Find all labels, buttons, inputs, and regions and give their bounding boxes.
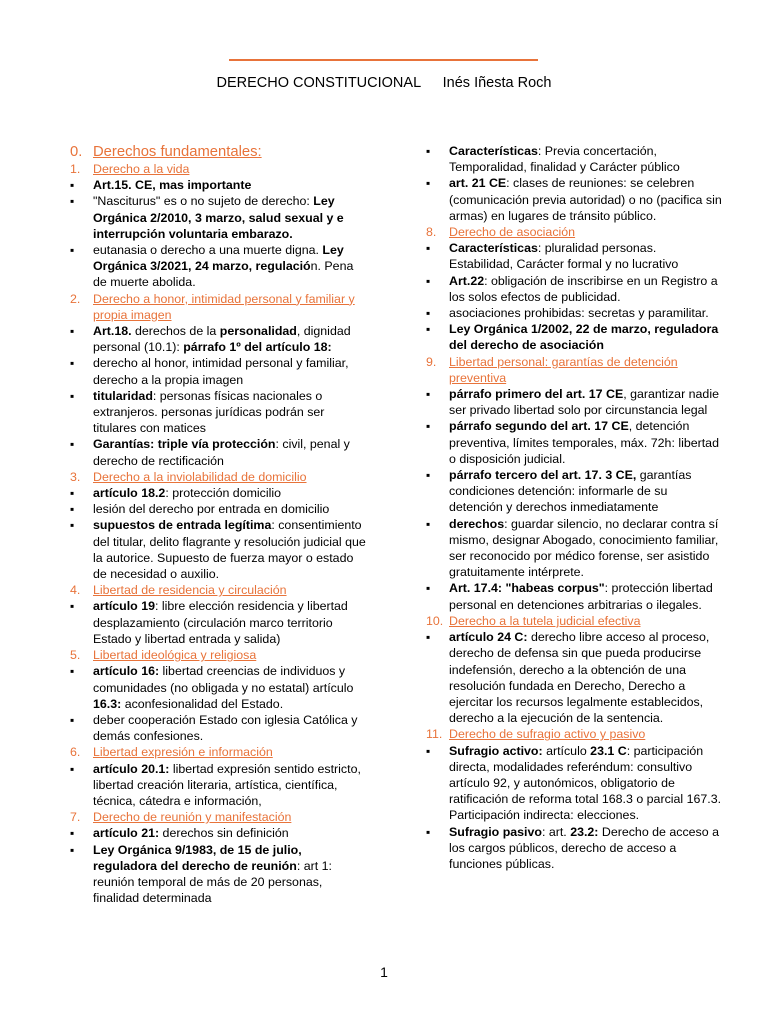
section-number: 7. bbox=[70, 810, 81, 825]
bullet-item: ▪ Art.22: obligación de inscribirse en un Registro a los solos efectos de publicidad. bbox=[426, 273, 722, 305]
header-rule bbox=[229, 59, 538, 61]
bullet-item: ▪ Características: pluralidad personas. Estabilidad, Carácter formal y no lucrativo bbox=[426, 240, 722, 272]
section-title: Derecho de reunión y manifestación bbox=[93, 810, 292, 825]
section-title: Libertad personal: garantías de detención preventiva bbox=[449, 354, 678, 385]
bullet-item: ▪ asociaciones prohibidas: secretas y paramilitar. bbox=[426, 305, 722, 321]
page-number: 1 bbox=[380, 964, 388, 980]
bullet-item: ▪ titularidad: personas físicas nacionales o extranjeros. personas jurídicas podrán ser titulares con matices bbox=[70, 388, 366, 437]
bullet-item: ▪ artículo 24 C: derecho libre acceso al proceso, derecho de defensa sin que pueda producirse indefensión, derecho a la obtención de una resolución fundada en Derecho, Derecho a ejercitar los recursos legalmente establecidos, derecho a la ejecución de la sentencia. bbox=[426, 629, 722, 726]
bullet-item: ▪ párrafo tercero del art. 17. 3 CE, garantías condiciones detención: informarle de su detención y derechos inmediatamente bbox=[426, 467, 722, 516]
bullet-item: ▪ supuestos de entrada legítima: consentimiento del titular, delito flagrante y resolución judicial que la autorice. Supuesto de fuerza mayor o estado de necesidad o auxilio. bbox=[70, 517, 366, 582]
bullet-item: ▪ Ley Orgánica 9/1983, de 15 de julio, reguladora del derecho de reunión: art 1: reunión temporal de más de 20 personas, finalidad determinada bbox=[70, 842, 366, 907]
section-title: Derechos fundamentales: bbox=[93, 144, 262, 160]
section-title: Derecho a honor, intimidad personal y familiar y propia imagen bbox=[93, 291, 355, 322]
section-number: 0. bbox=[70, 144, 83, 160]
section-number: 8. bbox=[426, 225, 437, 240]
bullet-item: ▪ "Nasciturus" es o no sujeto de derecho: Ley Orgánica 2/2010, 3 marzo, salud sexual y e interrupción voluntaria embarazo. bbox=[70, 193, 366, 242]
section-heading bbox=[426, 224, 722, 240]
section-heading bbox=[70, 469, 366, 485]
section-title: Libertad expresión e información bbox=[93, 745, 273, 760]
bullet-item: ▪ Art.15. CE, mas importante bbox=[70, 177, 366, 193]
bullet-item: ▪ artículo 21: derechos sin definición bbox=[70, 825, 366, 841]
page-header bbox=[0, 75, 768, 91]
bullet-item: ▪ Sufragio activo: artículo 23.1 C: participación directa, modalidades referéndum: consultivo artículo 92, y autonómicos, obligatorio de ratificación de reforma total 168.3 o parcial 167.3. Participación indirecta: elecciones. bbox=[426, 743, 722, 824]
bullet-item: ▪ Sufragio pasivo: art. 23.2: Derecho de acceso a los cargos públicos, derecho de acceso a funciones públicas. bbox=[426, 824, 722, 873]
bullet-item: ▪ artículo 20.1: libertad expresión sentido estricto, libertad creación literaria, artística, científica, técnica, cátedra e información, bbox=[70, 761, 366, 810]
section-heading bbox=[70, 582, 366, 598]
bullet-item: ▪ deber cooperación Estado con iglesia Católica y demás confesiones. bbox=[70, 712, 366, 744]
bullet-item: ▪ Garantías: triple vía protección: civil, penal y derecho de rectificación bbox=[70, 436, 366, 468]
section-heading bbox=[70, 809, 366, 825]
section-heading bbox=[426, 613, 722, 629]
bullet-item: ▪ artículo 18.2: protección domicilio bbox=[70, 485, 366, 501]
section-heading bbox=[70, 143, 366, 161]
section-number: 3. bbox=[70, 469, 81, 484]
section-title: Derecho a la vida bbox=[93, 162, 190, 176]
section-number: 1. bbox=[70, 162, 81, 176]
section-number: 9. bbox=[426, 354, 437, 369]
bullet-item: ▪ derecho al honor, intimidad personal y familiar, derecho a la propia imagen bbox=[70, 355, 366, 387]
bullet-item: ▪ Ley Orgánica 1/2002, 22 de marzo, reguladora del derecho de asociación bbox=[426, 321, 722, 353]
section-number: 10. bbox=[426, 613, 444, 628]
bullet-item: ▪ artículo 16: libertad creencias de individuos y comunidades (no obligada y no estatal) artículo 16.3: aconfesionalidad del Estado. bbox=[70, 663, 366, 712]
section-heading bbox=[70, 744, 366, 760]
section-number: 4. bbox=[70, 583, 81, 598]
right-column bbox=[426, 143, 722, 872]
section-number: 2. bbox=[70, 291, 81, 306]
section-heading bbox=[70, 161, 366, 177]
bullet-item: ▪ artículo 19: libre elección residencia y libertad desplazamiento (circulación marco territorio Estado y libertad entrada y salida) bbox=[70, 598, 366, 647]
bullet-item: ▪ párrafo primero del art. 17 CE, garantizar nadie ser privado libertad solo por circunstancia legal bbox=[426, 386, 722, 418]
section-title: Libertad de residencia y circulación bbox=[93, 583, 287, 598]
section-heading bbox=[426, 726, 722, 742]
section-title: Derecho a la tutela judicial efectiva bbox=[449, 613, 641, 628]
bullet-item: ▪ derechos: guardar silencio, no declarar contra sí mismo, designar Abogado, conocimiento familiar, ser reconocido por médico forense, ser asistido gratuitamente intérprete. bbox=[426, 516, 722, 581]
section-title: Derecho a la inviolabilidad de domicilio bbox=[93, 469, 307, 484]
bullet-item: ▪ art. 21 CE: clases de reuniones: se celebren (comunicación previa autoridad) o no (pacifica sin armas) en lugares de tránsito público. bbox=[426, 175, 722, 224]
section-number: 5. bbox=[70, 648, 81, 663]
section-number: 6. bbox=[70, 745, 81, 760]
left-column bbox=[70, 143, 366, 906]
section-heading bbox=[70, 647, 366, 663]
bullet-item: ▪ Art.18. derechos de la personalidad, dignidad personal (10.1): párrafo 1º del artículo 18: bbox=[70, 323, 366, 355]
bullet-item: ▪ lesión del derecho por entrada en domicilio bbox=[70, 501, 366, 517]
document-title: DERECHO CONSTITUCIONAL bbox=[216, 75, 421, 91]
section-title: Libertad ideológica y religiosa bbox=[93, 648, 257, 663]
bullet-item: ▪ párrafo segundo del art. 17 CE, detención preventiva, límites temporales, máx. 72h: libertad o disposición judicial. bbox=[426, 418, 722, 467]
bullet-item: ▪ Características: Previa concertación, Temporalidad, finalidad y Carácter público bbox=[426, 143, 722, 175]
section-number: 11. bbox=[426, 727, 443, 742]
bullet-item: ▪ eutanasia o derecho a una muerte digna. Ley Orgánica 3/2021, 24 marzo, regulación. Pena de muerte abolida. bbox=[70, 242, 366, 291]
author-name: Inés Iñesta Roch bbox=[442, 75, 552, 91]
section-heading bbox=[426, 354, 722, 386]
section-title: Derecho de sufragio activo y pasivo bbox=[449, 727, 646, 742]
section-heading bbox=[70, 291, 366, 323]
bullet-item: ▪ Art. 17.4: "habeas corpus": protección libertad personal en detenciones arbitrarias o ilegales. bbox=[426, 580, 722, 612]
section-title: Derecho de asociación bbox=[449, 225, 576, 240]
